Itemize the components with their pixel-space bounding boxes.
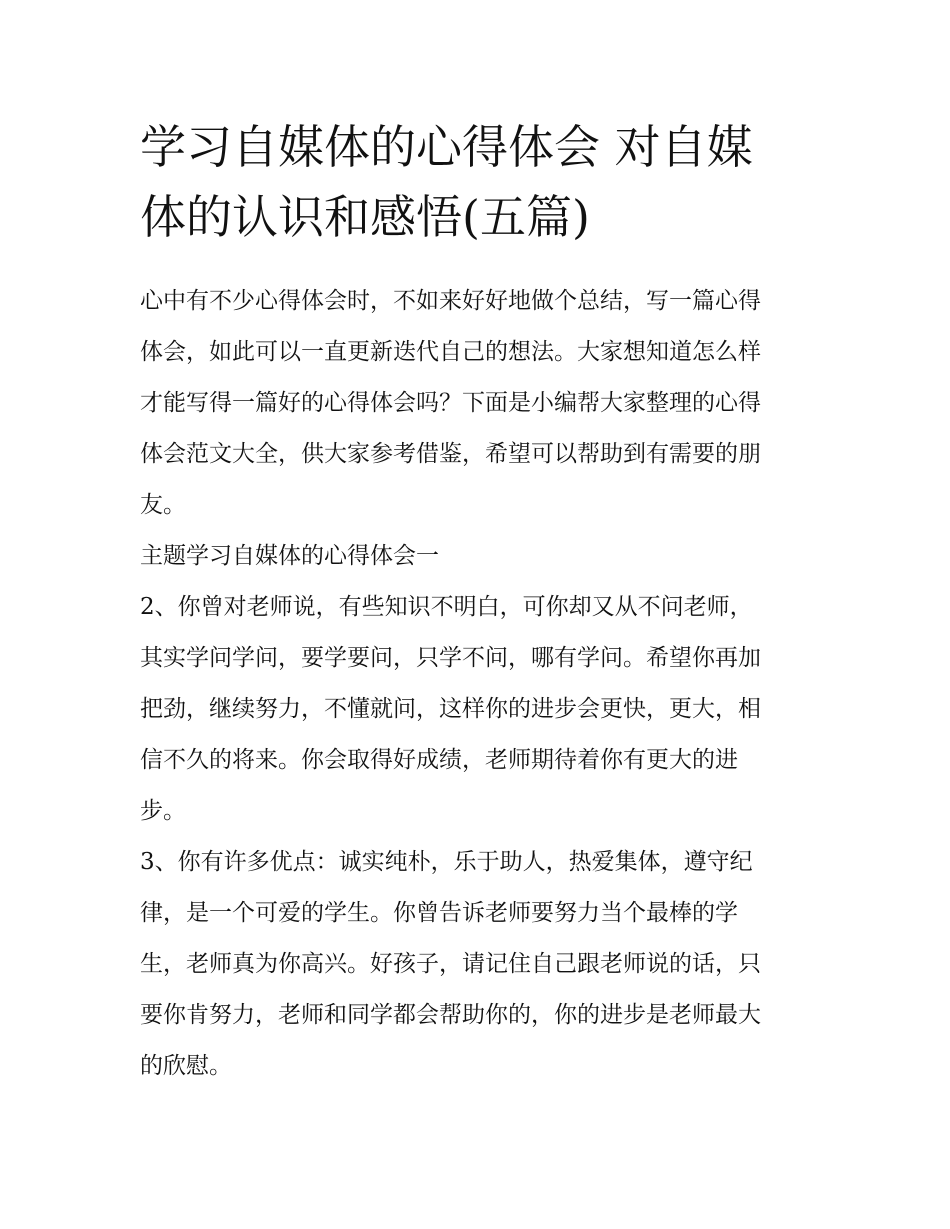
title-line: 体的认识和感悟(五篇) [140,190,590,244]
document-title [140,112,812,252]
text-line: 律，是一个可爱的学生。你曾告诉老师要努力当个最棒的学 [140,900,738,926]
section-heading [140,531,812,582]
heading-text: 主题学习自媒体的心得体会一 [140,543,439,569]
paragraph-2 [140,582,812,837]
text-line: 2、你曾对老师说，有些知识不明白，可你却又从不问老师， [140,594,753,620]
paragraph-3 [140,837,812,1092]
text-line: 3、你有许多优点：诚实纯朴，乐于助人，热爱集体，遵守纪 [140,849,753,875]
text-line: 步。 [140,798,186,824]
text-line: 体会范文大全，供大家参考借鉴，希望可以帮助到有需要的朋 [140,441,761,467]
text-line: 心中有不少心得体会时，不如来好好地做个总结，写一篇心得 [140,288,761,314]
title-line: 学习自媒体的心得体会 对自媒 [140,120,753,174]
text-line: 体会，如此可以一直更新迭代自己的想法。大家想知道怎么样 [140,339,761,365]
text-line: 其实学问学问，要学要问，只学不问，哪有学问。希望你再加 [140,645,761,671]
document-content [140,112,812,1092]
text-line: 才能写得一篇好的心得体会吗？下面是小编帮大家整理的心得 [140,390,761,416]
text-line: 要你肯努力，老师和同学都会帮助你的，你的进步是老师最大 [140,1002,761,1028]
text-line: 生，老师真为你高兴。好孩子，请记住自己跟老师说的话，只 [140,951,761,977]
intro-paragraph [140,276,812,531]
text-line: 把劲，继续努力，不懂就问，这样你的进步会更快，更大，相 [140,696,761,722]
text-line: 信不久的将来。你会取得好成绩，老师期待着你有更大的进 [140,747,738,773]
text-line: 友。 [140,492,186,518]
text-line: 的欣慰。 [140,1053,232,1079]
